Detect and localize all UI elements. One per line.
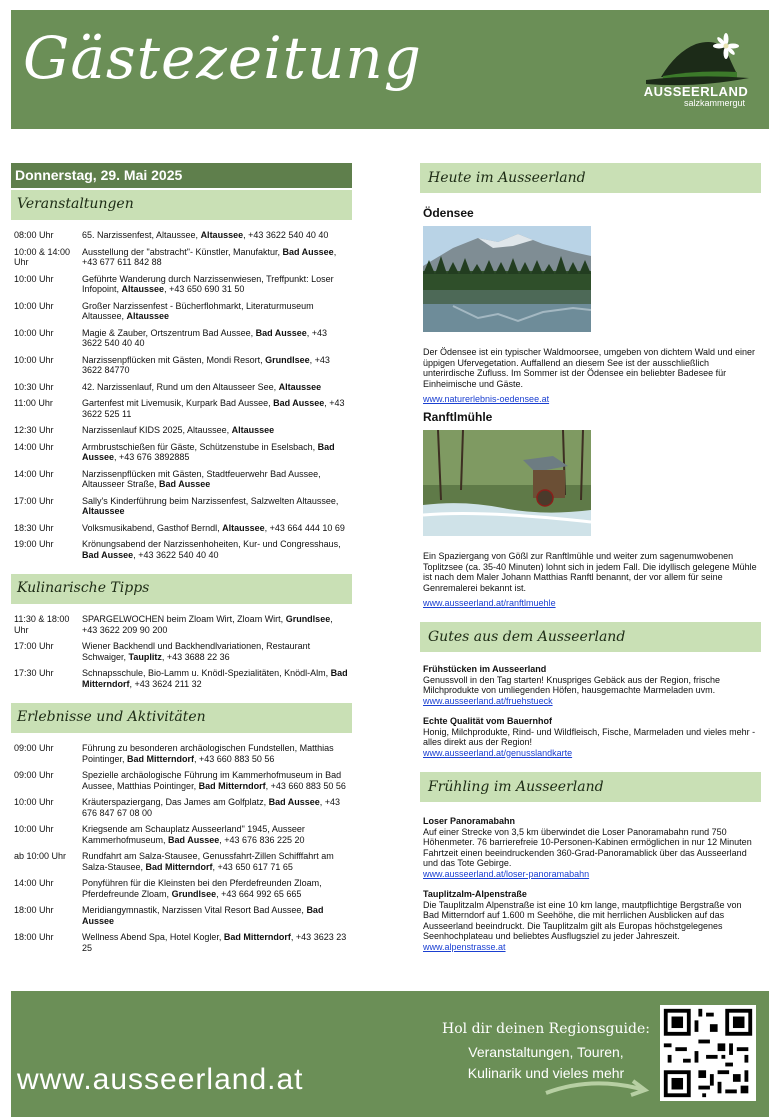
info-title: Frühstücken im Ausseerland bbox=[423, 664, 547, 674]
info-text: Die Tauplitzalm Alpenstraße ist eine 10 km lange, mautpflichtige Bergstraße von Bad Mitterndorf auf 1.600 m Seehöhe, die mit herrlichen Ausblicken auf das Ausseerland beeindruckt. Die Tauplitzalm gilt als Europas höchstgelegenes Seenhochplateau und beliebtes Ausflugsziel zu jeder Jahreszeit. bbox=[423, 899, 742, 941]
oedensee-text: Der Ödensee ist ein typischer Waldmoorsee, umgeben von dichtem Wald und einer üppigen Ufervegetation. Auffallend an diesem See ist der ausschließlich unterirdische Zufluss. Im Sommer ist der Ödensee ein beliebter Badesee für Einheimische und Gäste. bbox=[423, 347, 755, 389]
event-desc bbox=[82, 539, 352, 560]
qr-code[interactable] bbox=[660, 1005, 756, 1101]
event-contact: , +43 677 611 842 88 bbox=[82, 246, 337, 267]
event-contact: , +43 676 836 225 20 bbox=[219, 834, 305, 845]
kulinarik-list bbox=[11, 604, 352, 701]
header-banner bbox=[11, 10, 769, 129]
event-location: Bad Mitterndorf bbox=[145, 861, 213, 872]
logo-sub: salzkammergut bbox=[683, 98, 745, 108]
event-desc bbox=[82, 770, 352, 791]
event-location: Grundlsee bbox=[171, 888, 217, 899]
event-text: Volksmusikabend, Gasthof Berndl, bbox=[82, 522, 223, 533]
event-desc bbox=[82, 355, 352, 376]
event-location: Bad Mitterndorf bbox=[223, 932, 291, 942]
date-bar: Donnerstag, 29. Mai 2025 bbox=[11, 163, 352, 188]
event-row bbox=[11, 905, 352, 926]
footer-line-1: Hol dir deinen Regionsguide: bbox=[442, 1021, 650, 1037]
event-time: 17:00 Uhr bbox=[14, 495, 54, 506]
event-row bbox=[11, 355, 352, 376]
footer-line-3: Kulinarik und vieles mehr bbox=[467, 1065, 625, 1081]
oedensee-photo bbox=[423, 226, 591, 332]
event-time: 11:00 Uhr bbox=[14, 398, 53, 408]
ranftlmuehle-photo bbox=[423, 430, 591, 536]
event-desc bbox=[82, 382, 352, 393]
event-time: 18:00 Uhr bbox=[14, 905, 54, 915]
event-row bbox=[11, 797, 352, 818]
event-location: Altaussee bbox=[126, 311, 170, 321]
event-text: Meridiangymnastik, Narzissen Vital Resort Bad Aussee, bbox=[82, 905, 307, 915]
info-text: Auf einer Strecke von 3,5 km überwindet die Loser Panoramabahn rund 750 Höhenmeter. 76 barrierefreie 10-Personen-Kabinen ermöglichen in nur 12 Minuten Fahrtzeit einen beeindruckenden 360-Grad-Panoramablick über das Ausseerland und das Tote Gebirge. bbox=[423, 826, 752, 868]
event-desc bbox=[82, 824, 352, 845]
section-title: Veranstaltungen bbox=[17, 196, 134, 212]
event-time: 08:00 Uhr bbox=[14, 230, 54, 240]
info-title: Loser Panoramabahn bbox=[423, 816, 516, 826]
event-time: 10:00 Uhr bbox=[14, 273, 54, 284]
ranftlmuehle-text: Ein Spaziergang von Gößl zur Ranftlmühle und weiter zum sagenumwobenen Toplitzsee (ca. 35-40 Minuten) lohnt sich in jedem Fall. Die idyllisch gelegene Mühle ist nach dem Maler Johann Matthias Ranftl benannt, der vor allem für seine Genremalerei bekannt ist. bbox=[423, 551, 757, 593]
right-column bbox=[420, 163, 761, 962]
event-contact: , +43 3622 540 40 40 bbox=[82, 327, 328, 348]
event-time: 18:00 Uhr bbox=[14, 932, 54, 942]
event-contact: , +43 664 444 10 69 bbox=[264, 522, 345, 533]
event-time: 17:00 Uhr bbox=[14, 641, 54, 651]
section-title: Frühling im Ausseerland bbox=[428, 779, 604, 795]
event-contact: , +43 650 617 71 65 bbox=[212, 861, 293, 872]
event-time: 10:00 Uhr bbox=[14, 300, 54, 311]
info-title: Tauplitzalm-Alpenstraße bbox=[423, 889, 527, 899]
event-row bbox=[11, 442, 352, 463]
event-text: Großer Narzissenfest - Bücherflohmarkt, Literaturmuseum Altaussee, bbox=[82, 300, 314, 321]
section-heute bbox=[420, 163, 761, 193]
event-desc bbox=[82, 614, 352, 635]
event-row bbox=[11, 301, 352, 322]
info-text: Honig, Milchprodukte, Rind- und Wildfleisch, Fische, Marmeladen und vieles mehr - alles direkt aus der Region! bbox=[423, 726, 756, 747]
event-desc bbox=[82, 328, 352, 349]
event-location: Bad Aussee bbox=[268, 797, 320, 807]
event-time: 10:00 & 14:00 Uhr bbox=[14, 246, 71, 267]
event-location: Bad Aussee bbox=[82, 441, 335, 462]
event-location: Grundlsee bbox=[285, 614, 331, 624]
event-contact: , +43 3624 211 32 bbox=[129, 678, 202, 689]
event-desc bbox=[82, 301, 352, 322]
event-location: Altaussee bbox=[231, 425, 275, 435]
event-text: SPARGELWOCHEN beim Zloam Wirt, Zloam Wirt, bbox=[82, 614, 286, 624]
section-title: Erlebnisse und Aktivitäten bbox=[17, 709, 206, 725]
event-desc bbox=[82, 641, 352, 662]
event-text: Magie & Zauber, Ortszentrum Bad Aussee, bbox=[82, 327, 256, 338]
event-row bbox=[11, 641, 352, 662]
event-location: Bad Mitterndorf bbox=[82, 668, 348, 689]
event-time: 10:00 Uhr bbox=[14, 327, 54, 338]
left-column bbox=[11, 163, 352, 965]
event-location: Bad Aussee bbox=[82, 549, 134, 560]
oedensee-link[interactable]: www.naturerlebnis-oedensee.at bbox=[423, 394, 550, 404]
event-row bbox=[11, 496, 352, 517]
event-contact: , +43 3622 525 11 bbox=[82, 398, 345, 419]
event-text: Ausstellung der "abstracht"- Künstler, Manufaktur, bbox=[82, 246, 283, 257]
event-contact: , +43 664 992 65 665 bbox=[216, 888, 302, 899]
section-erlebnisse bbox=[11, 703, 352, 733]
event-desc bbox=[82, 905, 352, 926]
event-contact: , +43 3622 540 40 40 bbox=[243, 230, 329, 240]
event-row bbox=[11, 523, 352, 534]
erlebnisse-list bbox=[11, 733, 352, 965]
event-desc bbox=[82, 523, 352, 534]
event-time: 10:00 Uhr bbox=[14, 824, 54, 834]
event-text: Armbrustschießen für Gäste, Schützenstube in Eselsbach, bbox=[82, 441, 318, 452]
event-text: Wiener Backhendl und Backhendlvariationen, Restaurant Schwaiger, bbox=[82, 641, 311, 662]
event-location: Altaussee bbox=[82, 506, 125, 516]
event-row bbox=[11, 274, 352, 295]
event-time: 18:30 Uhr bbox=[14, 522, 54, 533]
event-text: 42. Narzissenlauf, Rund um den Altausseer See, bbox=[82, 381, 279, 392]
oedensee-heading: Ödensee bbox=[423, 206, 474, 220]
event-desc bbox=[82, 496, 352, 517]
event-text: 65. Narzissenfest, Altaussee, bbox=[82, 230, 201, 240]
event-row bbox=[11, 398, 352, 419]
event-time: 14:00 Uhr bbox=[14, 468, 54, 479]
event-desc bbox=[82, 743, 352, 764]
event-row bbox=[11, 932, 352, 953]
info-block bbox=[423, 664, 758, 706]
logo-word: AUSSEERLAND bbox=[643, 84, 749, 99]
event-row bbox=[11, 743, 352, 764]
event-contact: , +43 676 847 67 08 00 bbox=[82, 797, 341, 818]
event-contact: , +43 650 690 31 50 bbox=[164, 284, 245, 294]
info-link[interactable]: www.alpenstrasse.at bbox=[423, 941, 506, 952]
footer-url[interactable]: www.ausseerland.at bbox=[17, 1063, 304, 1096]
event-text: Kriegsende am Schauplatz Ausseerland" 1945, Ausseer Kammerhofmuseum, bbox=[82, 824, 305, 845]
event-text: Schnapsschule, Bio-Lamm u. Knödl-Spezialitäten, Knödl-Alm, bbox=[82, 668, 331, 678]
event-time: 09:00 Uhr bbox=[14, 743, 54, 753]
event-desc bbox=[82, 797, 352, 818]
info-link[interactable]: www.ausseerland.at/loser-panoramabahn bbox=[423, 868, 590, 879]
event-desc bbox=[82, 668, 352, 689]
event-desc bbox=[82, 932, 352, 953]
event-location: Tauplitz bbox=[128, 651, 162, 662]
event-location: Bad Aussee bbox=[159, 479, 211, 489]
event-desc bbox=[82, 878, 352, 899]
event-row bbox=[11, 539, 352, 560]
event-desc bbox=[82, 230, 352, 241]
event-desc bbox=[82, 398, 352, 419]
event-row bbox=[11, 668, 352, 689]
event-location: Bad Aussee bbox=[282, 246, 334, 257]
event-time: 10:00 Uhr bbox=[14, 797, 54, 807]
event-time: 14:00 Uhr bbox=[14, 441, 54, 452]
info-block bbox=[423, 716, 758, 758]
event-desc bbox=[82, 442, 352, 463]
events-list bbox=[11, 220, 352, 572]
event-time: 11:30 & 18:00 Uhr bbox=[14, 614, 70, 635]
event-time: 09:00 Uhr bbox=[14, 770, 54, 780]
event-desc bbox=[82, 274, 352, 295]
event-contact: , +43 660 883 50 56 bbox=[194, 753, 275, 764]
event-location: Altaussee bbox=[200, 230, 244, 240]
event-contact: , +43 3688 22 36 bbox=[161, 651, 230, 662]
event-time: 14:00 Uhr bbox=[14, 878, 54, 888]
event-location: Bad Aussee bbox=[82, 905, 324, 926]
event-row bbox=[11, 614, 352, 635]
event-contact: , +43 3622 209 90 200 bbox=[82, 614, 333, 635]
info-block bbox=[423, 889, 758, 952]
event-location: Altaussee bbox=[121, 284, 165, 294]
page-title: Gästezeitung bbox=[23, 24, 422, 92]
fruehling-list bbox=[420, 802, 761, 952]
section-veranstaltungen bbox=[11, 190, 352, 220]
event-location: Grundlsee bbox=[265, 354, 310, 365]
event-row bbox=[11, 382, 352, 393]
event-row bbox=[11, 247, 352, 268]
info-link[interactable]: www.ausseerland.at/genusslandkarte bbox=[423, 747, 573, 758]
event-text: Wellness Abend Spa, Hotel Kogler, bbox=[82, 932, 224, 942]
event-row bbox=[11, 230, 352, 241]
event-location: Bad Aussee bbox=[168, 834, 220, 845]
event-row bbox=[11, 878, 352, 899]
event-text: Gartenfest mit Livemusik, Kurpark Bad Aussee, bbox=[82, 398, 274, 408]
event-row bbox=[11, 328, 352, 349]
event-text: Ponyführen für die Kleinsten bei den Pferdefreunden Zloam, Pferdefreunde Zloam, bbox=[82, 878, 322, 899]
event-text: Narzissenlauf KIDS 2025, Altaussee, bbox=[82, 425, 232, 435]
arrow-icon bbox=[541, 1071, 651, 1101]
ranftlmuehle-link[interactable]: www.ausseerland.at/ranftlmuehle bbox=[423, 598, 556, 608]
event-location: Altaussee bbox=[278, 381, 322, 392]
event-location: Bad Mitterndorf bbox=[198, 780, 266, 791]
event-text: Narzissenpflücken mit Gästen, Stadtfeuerwehr Bad Aussee, Altausseer Straße, bbox=[82, 468, 321, 489]
event-location: Bad Aussee bbox=[273, 398, 325, 408]
event-row bbox=[11, 770, 352, 791]
event-time: ab 10:00 Uhr bbox=[14, 851, 67, 861]
event-desc bbox=[82, 851, 352, 872]
event-row bbox=[11, 469, 352, 490]
event-text: Geführte Wanderung durch Narzissenwiesen, Treffpunkt: Loser Infopoint, bbox=[82, 273, 334, 294]
event-contact: , +43 3622 540 40 40 bbox=[133, 549, 219, 560]
event-time: 10:30 Uhr bbox=[14, 381, 54, 392]
event-contact: , +43 3623 23 25 bbox=[82, 932, 347, 953]
event-location: Bad Mitterndorf bbox=[127, 753, 195, 764]
event-text: Narzissenpflücken mit Gästen, Mondi Resort, bbox=[82, 354, 266, 365]
event-desc bbox=[82, 247, 352, 268]
event-time: 19:00 Uhr bbox=[14, 539, 54, 549]
section-title: Heute im Ausseerland bbox=[428, 170, 586, 186]
info-block bbox=[423, 816, 758, 879]
info-title: Echte Qualität vom Bauernhof bbox=[423, 716, 553, 726]
gutes-list bbox=[420, 652, 761, 758]
event-time: 10:00 Uhr bbox=[14, 354, 54, 365]
event-desc bbox=[82, 469, 352, 490]
event-contact: , +43 676 3892885 bbox=[114, 452, 190, 462]
event-time: 12:30 Uhr bbox=[14, 425, 54, 435]
section-title: Kulinarische Tipps bbox=[17, 580, 150, 596]
hat-icon bbox=[641, 32, 751, 87]
info-link[interactable]: www.ausseerland.at/fruehstueck bbox=[423, 695, 553, 706]
event-time: 17:30 Uhr bbox=[14, 668, 54, 678]
info-text: Genussvoll in den Tag starten! Knuspriges Gebäck aus der Region, frische Milchprodukte von umliegenden Höfen, hausgemachte Marmeladen uvm. bbox=[423, 674, 720, 695]
event-text: Kräuterspaziergang, Das James am Golfplatz, bbox=[82, 797, 269, 807]
section-gutes bbox=[420, 622, 761, 652]
footer-line-2: Veranstaltungen, Touren, bbox=[468, 1044, 624, 1060]
event-text: Spezielle archäologische Führung im Kammerhofmuseum in Bad Aussee, Matthias Pointinger, bbox=[82, 770, 342, 791]
section-fruehling bbox=[420, 772, 761, 802]
section-title: Gutes aus dem Ausseerland bbox=[428, 629, 626, 645]
event-text: Führung zu besonderen archäologischen Fundstellen, Matthias Pointinger, bbox=[82, 743, 334, 764]
event-desc bbox=[82, 425, 352, 436]
event-contact: , +43 3622 84770 bbox=[82, 354, 330, 375]
ausseerland-logo bbox=[641, 32, 751, 112]
section-kulinarisch bbox=[11, 574, 352, 604]
event-location: Altaussee bbox=[222, 522, 265, 533]
event-row bbox=[11, 824, 352, 845]
event-row bbox=[11, 425, 352, 436]
event-text: Rundfahrt am Salza-Stausee, Genussfahrt-Zillen Schifffahrt am Salza-Stausee, bbox=[82, 851, 334, 872]
event-text: Sally's Kinderführung beim Narzissenfest, Salzwelten Altaussee, bbox=[82, 495, 339, 506]
event-text: Krönungsabend der Narzissenhoheiten, Kur- und Congresshaus, bbox=[82, 539, 341, 549]
event-row bbox=[11, 851, 352, 872]
event-location: Bad Aussee bbox=[255, 327, 307, 338]
ranftlmuehle-heading: Ranftlmühle bbox=[423, 410, 493, 424]
footer-banner bbox=[11, 991, 769, 1117]
event-contact: , +43 660 883 50 56 bbox=[265, 780, 346, 791]
